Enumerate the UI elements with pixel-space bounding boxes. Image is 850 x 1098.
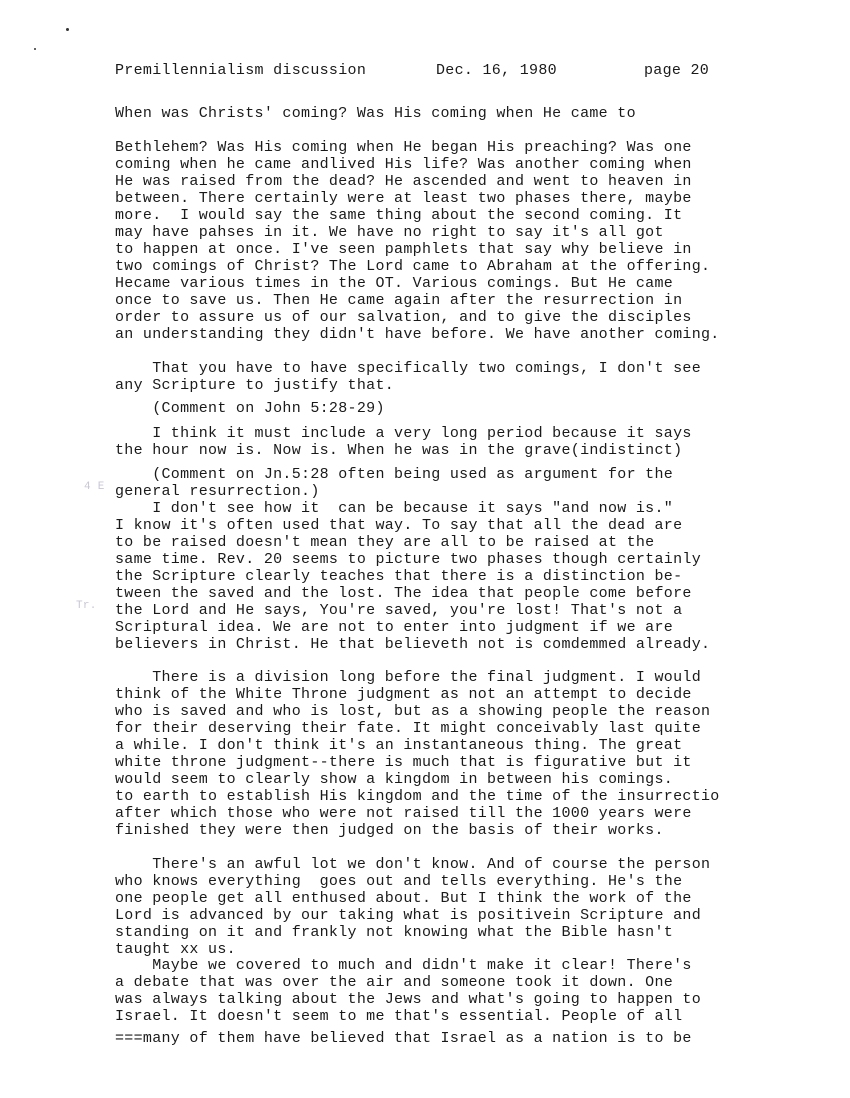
text-line: believers in Christ. He that believeth not is comdemmed already.	[115, 636, 711, 653]
text-line: to be raised doesn't mean they are all to be raised at the	[115, 534, 655, 551]
text-line: I think it must include a very long period because it says	[115, 425, 692, 442]
text-line: Israel. It doesn't seem to me that's essential. People of all	[115, 1008, 683, 1025]
text-line: There is a division long before the final judgment. I would	[115, 669, 701, 686]
text-line: He was raised from the dead? He ascended and went to heaven in	[115, 173, 692, 190]
text-line: think of the White Throne judgment as not an attempt to decide	[115, 686, 692, 703]
text-line: to happen at once. I've seen pamphlets that say why believe in	[115, 241, 692, 258]
text-line: for their deserving their fate. It might conceivably last quite	[115, 720, 701, 737]
scan-speck	[66, 28, 69, 31]
text-line: an understanding they didn't have before. We have another coming.	[115, 326, 720, 343]
text-line: taught xx us.	[115, 941, 236, 958]
text-line: tween the saved and the lost. The idea that people come before	[115, 585, 692, 602]
text-line: There's an awful lot we don't know. And of course the person	[115, 856, 711, 873]
text-line: general resurrection.)	[115, 483, 320, 500]
text-line: the hour now is. Now is. When he was in the grave(indistinct)	[115, 442, 683, 459]
text-line: I don't see how it can be because it says "and now is."	[115, 500, 674, 517]
text-line: the Lord and He says, You're saved, you're lost! That's not a	[115, 602, 683, 619]
page-number: page 20	[644, 62, 710, 79]
text-line: Scriptural idea. We are not to enter into judgment if we are	[115, 619, 674, 636]
text-line: coming when he came andlived His life? Was another coming when	[115, 156, 692, 173]
text-line: Maybe we covered to much and didn't make it clear! There's	[115, 957, 692, 974]
text-line: to earth to establish His kingdom and the time of the insurrectio	[115, 788, 720, 805]
text-line: standing on it and frankly not knowing what the Bible hasn't	[115, 924, 674, 941]
text-line: a debate that was over the air and someone took it down. One	[115, 974, 674, 991]
text-line: two comings of Christ? The Lord came to Abraham at the offering.	[115, 258, 711, 275]
text-line: was always talking about the Jews and what's going to happen to	[115, 991, 701, 1008]
text-line: would seem to clearly show a kingdom in between his comings.	[115, 771, 674, 788]
text-line: Hecame various times in the OT. Various comings. But He came	[115, 275, 674, 292]
text-line: ===many of them have believed that Israel as a nation is to be	[115, 1030, 692, 1047]
scan-speck	[34, 48, 36, 50]
text-line: the Scripture clearly teaches that there is a distinction be-	[115, 568, 683, 585]
margin-mark: 4 E	[84, 481, 105, 493]
text-line: between. There certainly were at least two phases there, maybe	[115, 190, 692, 207]
text-line: (Comment on Jn.5:28 often being used as argument for the	[115, 466, 674, 483]
text-line: white throne judgment--there is much that is figurative but it	[115, 754, 692, 771]
text-line: a while. I don't think it's an instantaneous thing. The great	[115, 737, 683, 754]
text-line: may have pahses in it. We have no right to say it's all got	[115, 224, 664, 241]
document-date: Dec. 16, 1980	[436, 62, 557, 79]
text-line: after which those who were not raised till the 1000 years were	[115, 805, 692, 822]
text-line: same time. Rev. 20 seems to picture two phases though certainly	[115, 551, 701, 568]
text-line: one people get all enthused about. But I think the work of the	[115, 890, 692, 907]
text-line: order to assure us of our salvation, and to give the disciples	[115, 309, 692, 326]
text-line: more. I would say the same thing about the second coming. It	[115, 207, 683, 224]
text-line: Bethlehem? Was His coming when He began His preaching? Was one	[115, 139, 692, 156]
margin-mark: Tr.	[76, 600, 97, 612]
document-title: Premillennialism discussion	[115, 62, 367, 79]
text-line: who knows everything goes out and tells everything. He's the	[115, 873, 683, 890]
text-line: any Scripture to justify that.	[115, 377, 395, 394]
text-line: I know it's often used that way. To say that all the dead are	[115, 517, 683, 534]
text-line: who is saved and who is lost, but as a showing people the reason	[115, 703, 711, 720]
text-line: That you have to have specifically two comings, I don't see	[115, 360, 701, 377]
text-line: (Comment on John 5:28-29)	[115, 400, 385, 417]
text-line: finished they were then judged on the basis of their works.	[115, 822, 664, 839]
text-line: Lord is advanced by our taking what is positivein Scripture and	[115, 907, 701, 924]
text-line: When was Christs' coming? Was His coming when He came to	[115, 105, 636, 122]
text-line: once to save us. Then He came again after the resurrection in	[115, 292, 683, 309]
